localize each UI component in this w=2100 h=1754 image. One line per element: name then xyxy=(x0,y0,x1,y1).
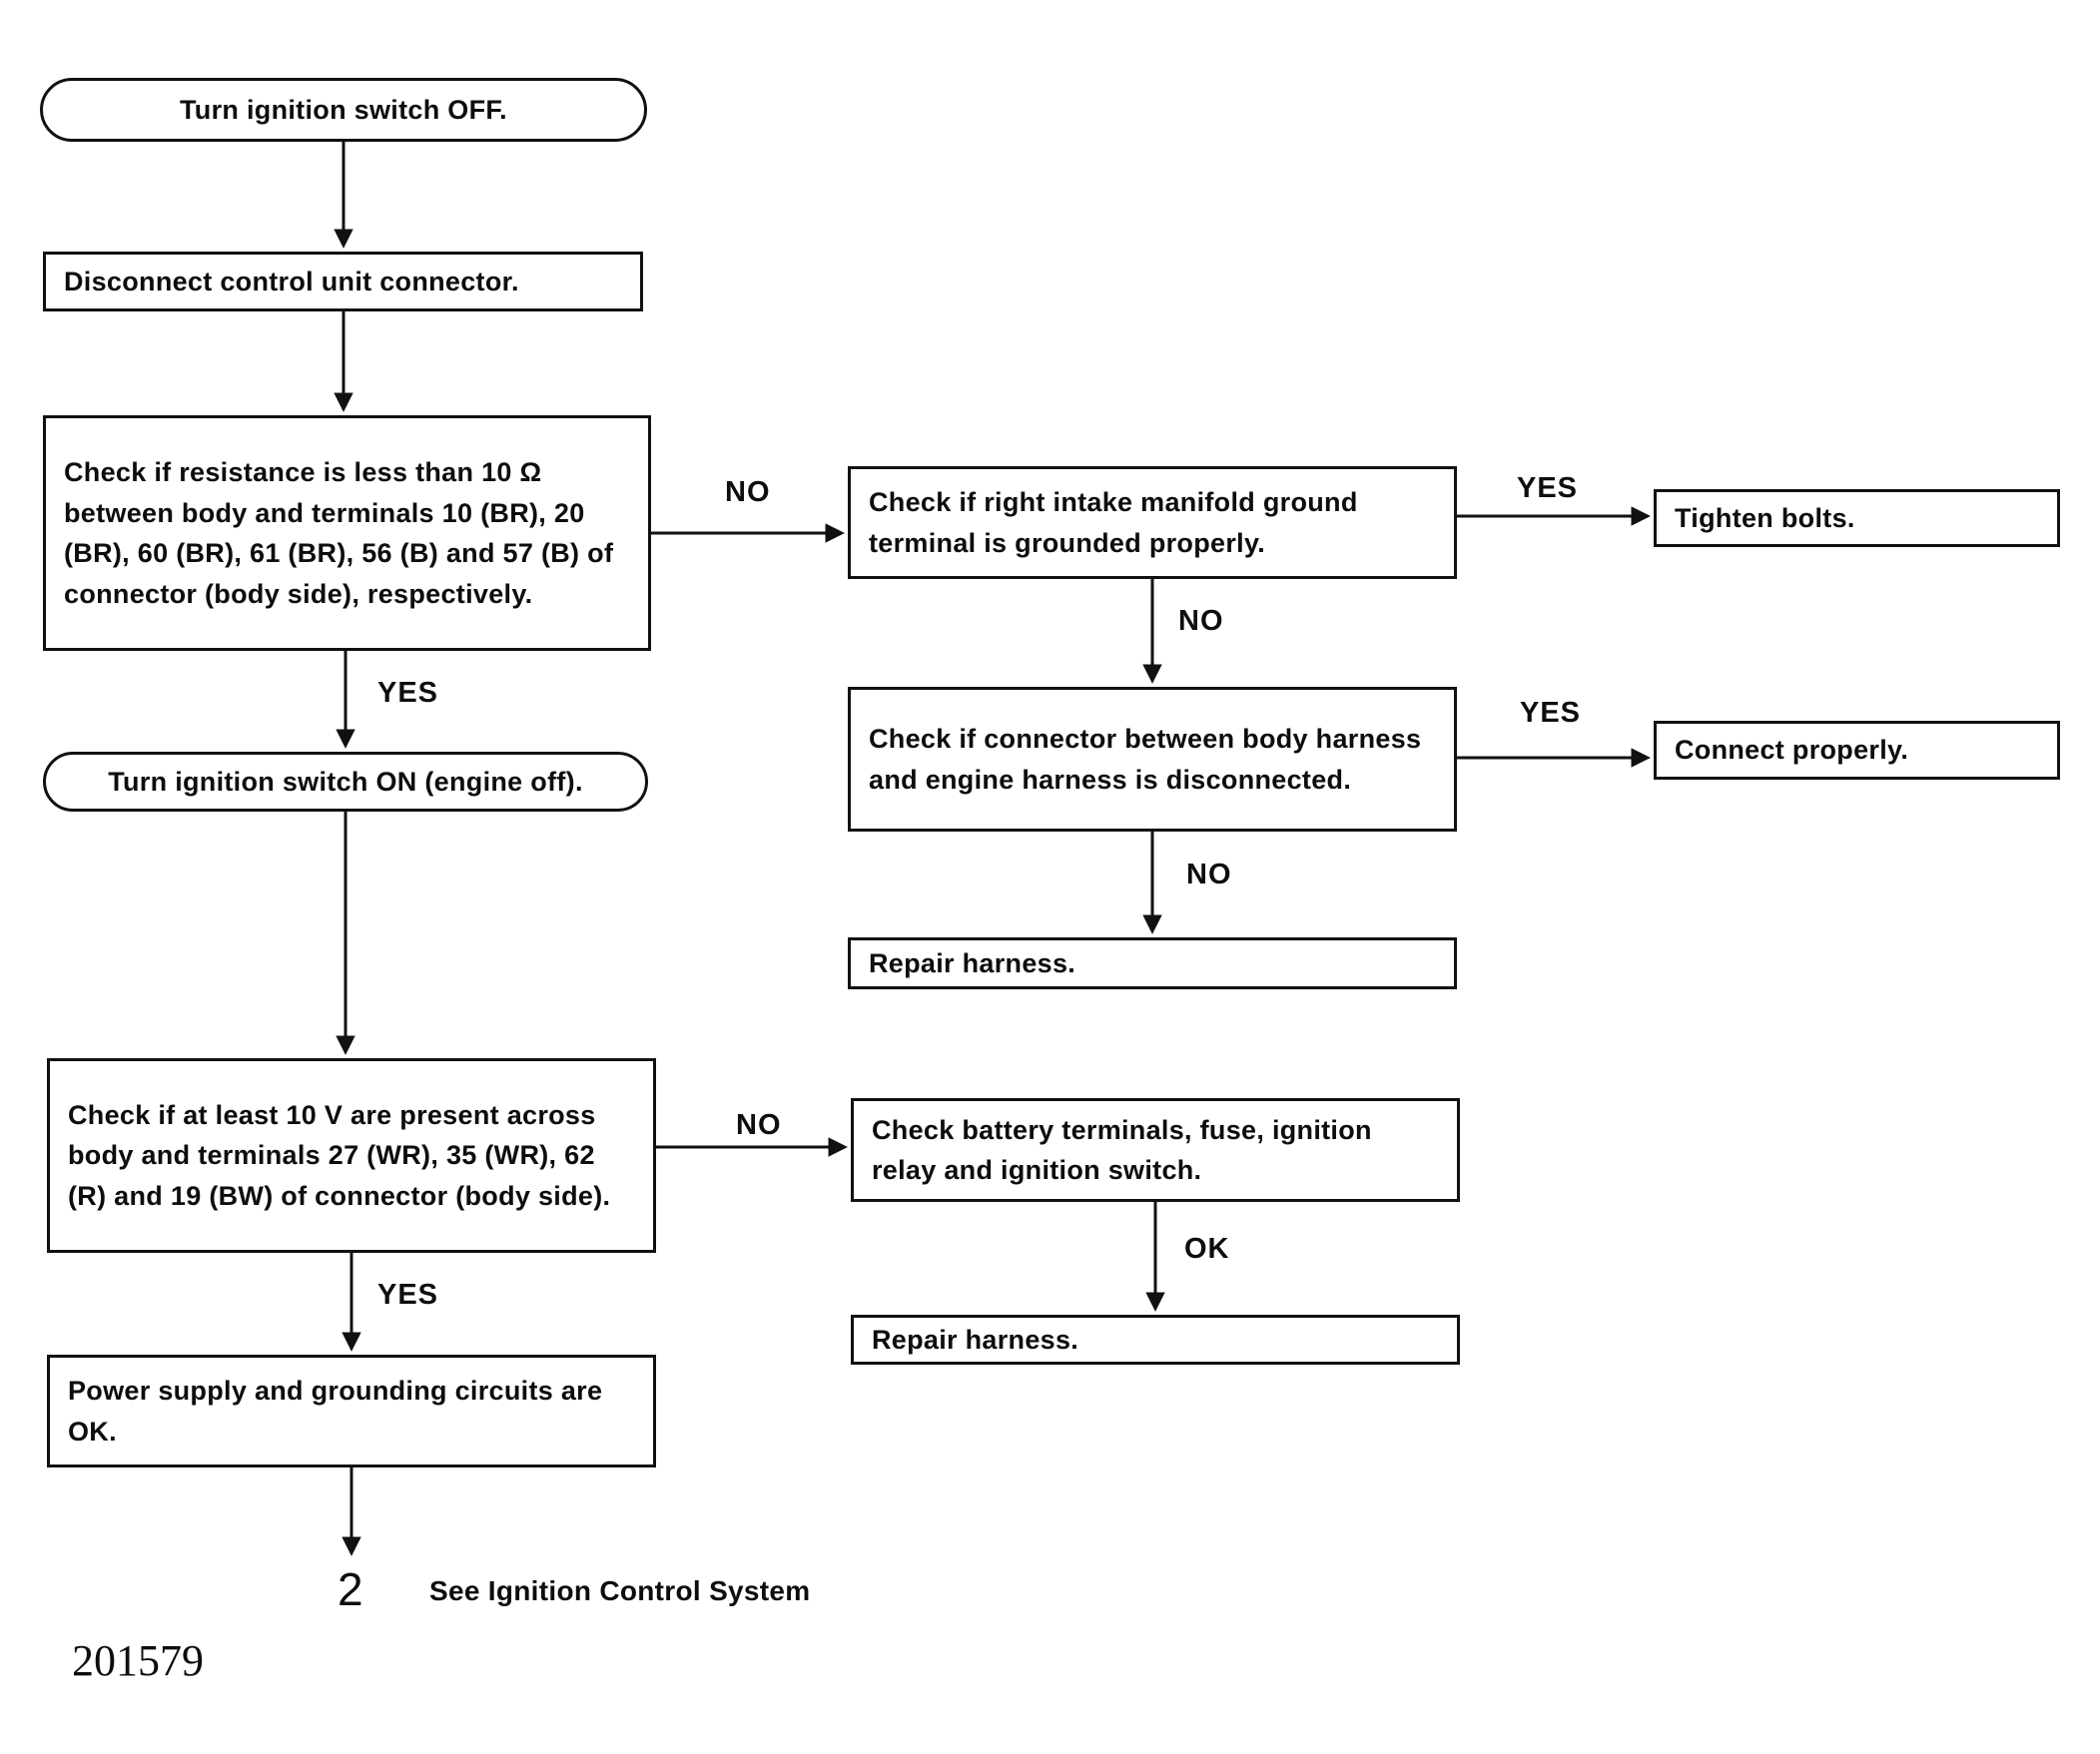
node-label: Repair harness. xyxy=(872,1324,1079,1355)
node-manifold-ground-check xyxy=(848,466,1457,579)
edge-label-resistance-yes: YES xyxy=(377,677,439,709)
node-disconnect-connector xyxy=(43,252,643,311)
node-label: Check battery terminals, fuse, ignition relay and ignition switch. xyxy=(872,1114,1372,1185)
node-label: Disconnect control unit connector. xyxy=(64,266,519,296)
node-repair-harness-2 xyxy=(851,1315,1460,1365)
offpage-connector-number: 2 xyxy=(338,1563,363,1615)
node-tighten-bolts xyxy=(1654,489,2060,547)
node-connect-properly xyxy=(1654,721,2060,780)
edge-label-battery-ok: OK xyxy=(1184,1233,1230,1265)
node-label: Check if right intake manifold ground terminal is grounded properly. xyxy=(869,487,1358,558)
edge-label-manifold-no: NO xyxy=(1178,605,1224,637)
node-label: Check if resistance is less than 10 Ω between body and terminals 10 (BR), 20 (BR), 60 (BR), 61 (BR), 56 (B) and 57 (B) of connector (body side), respectively. xyxy=(64,457,614,609)
node-label: Power supply and grounding circuits are OK. xyxy=(68,1376,603,1447)
edge-label-connector-yes: YES xyxy=(1520,697,1582,729)
edge-label-connector-no: NO xyxy=(1186,859,1232,890)
node-voltage-check xyxy=(47,1058,656,1253)
node-repair-harness-1 xyxy=(848,937,1457,989)
node-label: Check if connector between body harness and engine harness is disconnected. xyxy=(869,724,1422,795)
node-label: Turn ignition switch ON (engine off). xyxy=(108,766,583,797)
node-harness-connector-check xyxy=(848,687,1457,832)
node-turn-ignition-off xyxy=(40,78,647,142)
edge-label-resistance-no: NO xyxy=(725,476,771,508)
node-turn-ignition-on xyxy=(43,752,648,812)
node-power-ok xyxy=(47,1355,656,1467)
node-label: Connect properly. xyxy=(1675,735,1909,766)
node-label: Turn ignition switch OFF. xyxy=(180,94,507,125)
see-ignition-control-note: See Ignition Control System xyxy=(429,1575,811,1606)
node-label: Repair harness. xyxy=(869,947,1076,978)
node-resistance-check xyxy=(43,415,651,651)
edge-label-voltage-yes: YES xyxy=(377,1279,439,1311)
edge-label-voltage-no: NO xyxy=(736,1109,782,1141)
document-number: 201579 xyxy=(72,1636,204,1685)
edge-label-manifold-yes: YES xyxy=(1517,472,1579,504)
node-label: Tighten bolts. xyxy=(1675,502,1855,533)
node-label: Check if at least 10 V are present across body and terminals 27 (WR), 35 (WR), 62 (R) and 19 (BW) of connector (body side). xyxy=(68,1099,611,1211)
node-battery-check xyxy=(851,1098,1460,1202)
